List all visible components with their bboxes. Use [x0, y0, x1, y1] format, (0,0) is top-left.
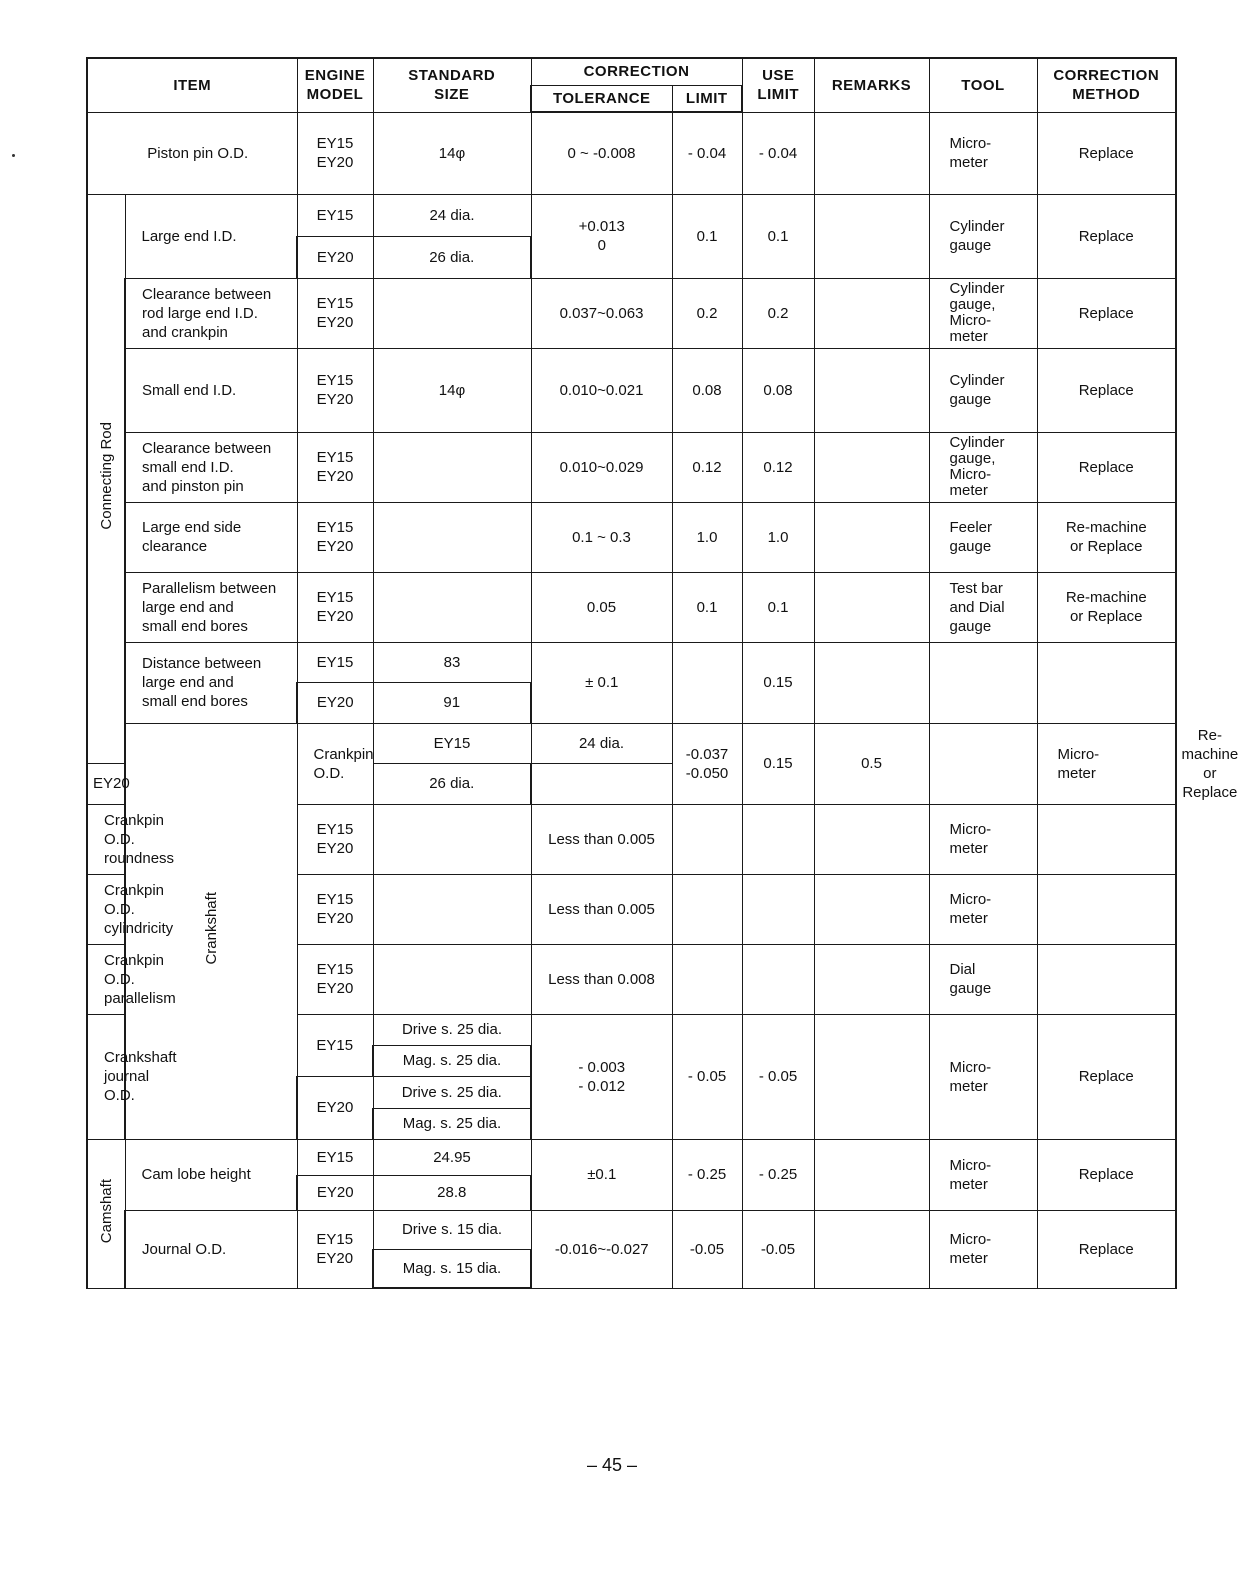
limit-cell [672, 874, 742, 944]
item-cell: Clearance between rod large end I.D. and crankpin [125, 278, 297, 348]
model-cell: EY20 [87, 763, 125, 804]
method-cell: Replace [1037, 432, 1176, 502]
tolerance-cell: 0.010~0.021 [531, 348, 672, 432]
limit-cell: 0.12 [672, 432, 742, 502]
size-cell: 28.8 [373, 1175, 531, 1210]
remarks-cell [814, 572, 929, 642]
model-cell: EY15 EY20 [297, 572, 373, 642]
model-cell: EY15 [297, 642, 373, 682]
use-limit-cell [742, 804, 814, 874]
remarks-cell [814, 642, 929, 723]
tool-cell: Cylinder gauge, Micro- meter [929, 278, 1037, 348]
model-cell: EY15 EY20 [297, 502, 373, 572]
tool-cell: Cylinder gauge [929, 194, 1037, 278]
tolerance-cell: 0 ~ -0.008 [531, 112, 672, 194]
use-limit-cell: - 0.05 [742, 1014, 814, 1139]
tool-cell: Micro- meter [929, 874, 1037, 944]
use-limit-cell: 0.2 [742, 278, 814, 348]
page-number: – 45 – [586, 1455, 638, 1475]
size-cell: 14φ [373, 112, 531, 194]
model-cell: EY15 [297, 1139, 373, 1175]
item-cell: Crankpin O.D. parallelism [87, 944, 125, 1014]
remarks-cell [814, 112, 929, 194]
size-cell [373, 804, 531, 874]
use-limit-cell: 0.15 [742, 642, 814, 723]
size-cell: 24 dia. [373, 194, 531, 236]
tool-cell: Micro- meter [929, 804, 1037, 874]
header-limit: LIMIT [672, 85, 742, 112]
tolerance-cell: ± 0.1 [531, 642, 672, 723]
item-cell: Journal O.D. [125, 1210, 297, 1288]
remarks-cell [814, 944, 929, 1014]
size-cell: 24.95 [373, 1139, 531, 1175]
tolerance-cell: 0.037~0.063 [531, 278, 672, 348]
tool-cell: Micro- meter [929, 1210, 1037, 1288]
item-cell: Crankpin O.D. roundness [87, 804, 125, 874]
limit-cell: 1.0 [672, 502, 742, 572]
size-cell: Drive s. 25 dia. [373, 1076, 531, 1108]
tolerance-cell: 0.1 ~ 0.3 [531, 502, 672, 572]
item-cell: Crankpin O.D. [297, 723, 373, 804]
table-row: Crankshaft Crankpin O.D. EY15 24 dia. -0.037 -0.050 0.15 0.5 Micro- meter Re-machine or Replace [87, 723, 1176, 763]
use-limit-cell: 0.5 [814, 723, 929, 804]
remarks-cell [814, 502, 929, 572]
size-cell: Mag. s. 25 dia. [373, 1045, 531, 1076]
tool-cell: Micro- meter [929, 112, 1037, 194]
model-cell: EY15 EY20 [297, 112, 373, 194]
size-cell: 83 [373, 642, 531, 682]
table-row [87, 502, 1176, 572]
table-row [87, 1139, 1176, 1175]
size-cell [373, 874, 531, 944]
item-cell: Clearance between small end I.D. and pinston pin [125, 432, 297, 502]
tolerance-cell: 0.010~0.029 [531, 432, 672, 502]
tool-cell: Dial gauge [929, 944, 1037, 1014]
size-cell: 26 dia. [373, 236, 531, 278]
specification-table [86, 57, 1238, 1289]
method-cell: Re-machine or Replace [1037, 572, 1176, 642]
header-remarks: REMARKS [814, 58, 929, 112]
method-cell: Replace [1037, 194, 1176, 278]
tolerance-cell: Less than 0.008 [531, 944, 672, 1014]
tool-cell: Test bar and Dial gauge [929, 572, 1037, 642]
table-row [87, 194, 1176, 236]
tolerance-cell: +0.013 0 [531, 194, 672, 278]
group-camshaft: Camshaft [87, 1139, 125, 1288]
model-cell: EY15 EY20 [297, 874, 373, 944]
header-standard-size: STANDARD SIZE [373, 58, 531, 112]
group-crankshaft: Crankshaft [125, 723, 297, 1139]
remarks-cell [814, 1210, 929, 1288]
tolerance-cell: -0.016~-0.027 [531, 1210, 672, 1288]
limit-cell: 0.1 [672, 194, 742, 278]
tool-cell: Feeler gauge [929, 502, 1037, 572]
remarks-cell [814, 278, 929, 348]
limit-cell [672, 642, 742, 723]
use-limit-cell: - 0.04 [742, 112, 814, 194]
tool-cell: Cylinder gauge [929, 348, 1037, 432]
method-cell [1037, 804, 1176, 874]
size-cell [373, 278, 531, 348]
limit-cell: - 0.04 [672, 112, 742, 194]
method-cell: Replace [1037, 1139, 1176, 1210]
header-tool: TOOL [929, 58, 1037, 112]
use-limit-cell: - 0.25 [742, 1139, 814, 1210]
item-cell: Parallelism between large end and small end bores [125, 572, 297, 642]
item-cell: Piston pin O.D. [87, 112, 297, 194]
model-cell: EY15 EY20 [297, 432, 373, 502]
remarks-cell [814, 804, 929, 874]
remarks-cell [814, 874, 929, 944]
model-cell: EY20 [297, 236, 373, 278]
use-limit-cell [742, 944, 814, 1014]
method-cell: Replace [1037, 278, 1176, 348]
group-connecting-rod: Connecting Rod [87, 194, 125, 763]
method-cell: Replace [1037, 1014, 1176, 1139]
table-row [87, 572, 1176, 642]
use-limit-cell: -0.05 [742, 1210, 814, 1288]
tool-cell: Micro- meter [1037, 723, 1176, 804]
header-item: ITEM [87, 58, 297, 112]
limit-cell: -0.05 [672, 1210, 742, 1288]
remarks-cell [814, 1014, 929, 1139]
size-cell [373, 572, 531, 642]
model-cell: EY15 EY20 [297, 1210, 373, 1288]
table-row [87, 1210, 1176, 1249]
item-cell: Large end side clearance [125, 502, 297, 572]
model-cell: EY20 [297, 1076, 373, 1139]
item-cell: Cam lobe height [125, 1139, 297, 1210]
tolerance-cell: -0.037 -0.050 [672, 723, 742, 804]
header-tolerance: TOLERANCE [531, 85, 672, 112]
size-cell: Drive s. 25 dia. [373, 1014, 531, 1045]
use-limit-cell: 0.1 [742, 194, 814, 278]
model-cell: EY15 EY20 [297, 278, 373, 348]
method-cell: Replace [1037, 1210, 1176, 1288]
method-cell: Re-machine or Replace [1037, 502, 1176, 572]
limit-cell: 0.08 [672, 348, 742, 432]
remarks-cell [814, 432, 929, 502]
limit-cell [672, 944, 742, 1014]
stray-mark [12, 154, 15, 157]
tolerance-cell: - 0.003 - 0.012 [531, 1014, 672, 1139]
model-cell: EY15 [297, 1014, 373, 1076]
table-row [87, 642, 1176, 682]
size-cell: Mag. s. 15 dia. [373, 1249, 531, 1288]
method-cell [1037, 874, 1176, 944]
limit-cell: 0.1 [672, 572, 742, 642]
tolerance-cell: 0.05 [531, 572, 672, 642]
tool-cell: Micro- meter [929, 1139, 1037, 1210]
limit-cell [672, 804, 742, 874]
method-cell: Replace [1037, 112, 1176, 194]
header-correction-method: CORRECTION METHOD [1037, 58, 1176, 112]
limit-cell: - 0.25 [672, 1139, 742, 1210]
model-cell: EY15 EY20 [297, 944, 373, 1014]
header-use-limit: USE LIMIT [742, 58, 814, 112]
use-limit-cell [742, 874, 814, 944]
size-cell: Mag. s. 25 dia. [373, 1108, 531, 1139]
size-cell: 24 dia. [531, 723, 672, 763]
model-cell: EY15 [297, 194, 373, 236]
use-limit-cell: 0.12 [742, 432, 814, 502]
model-cell: EY15 EY20 [297, 804, 373, 874]
size-cell [373, 944, 531, 1014]
size-cell: 14φ [373, 348, 531, 432]
header-correction: CORRECTION [531, 58, 742, 85]
remarks-cell [814, 194, 929, 278]
table-row [87, 112, 1176, 194]
use-limit-cell: 0.1 [742, 572, 814, 642]
model-cell: EY20 [297, 682, 373, 723]
tool-cell [929, 642, 1037, 723]
size-cell: Drive s. 15 dia. [373, 1210, 531, 1249]
use-limit-cell: 0.08 [742, 348, 814, 432]
table-row [87, 432, 1176, 502]
method-cell [1037, 944, 1176, 1014]
model-cell: EY15 EY20 [297, 348, 373, 432]
model-cell: EY20 [297, 1175, 373, 1210]
tool-cell: Micro- meter [929, 1014, 1037, 1139]
limit-cell: - 0.05 [672, 1014, 742, 1139]
size-cell: 26 dia. [373, 763, 531, 804]
remarks-cell [929, 723, 1037, 804]
method-cell [1037, 642, 1176, 723]
use-limit-cell: 1.0 [742, 502, 814, 572]
table-row [87, 348, 1176, 432]
remarks-cell [814, 1139, 929, 1210]
tolerance-cell: ±0.1 [531, 1139, 672, 1210]
tolerance-cell: Less than 0.005 [531, 804, 672, 874]
item-cell: Distance between large end and small end bores [125, 642, 297, 723]
limit-cell: 0.2 [672, 278, 742, 348]
remarks-cell [814, 348, 929, 432]
item-cell: Large end I.D. [125, 194, 297, 278]
item-cell: Crankpin O.D. cylindricity [87, 874, 125, 944]
table-row [87, 278, 1176, 348]
model-cell: EY15 [373, 723, 531, 763]
limit-cell: 0.15 [742, 723, 814, 804]
tolerance-cell: Less than 0.005 [531, 874, 672, 944]
item-cell: Small end I.D. [125, 348, 297, 432]
method-cell: Replace [1037, 348, 1176, 432]
size-cell [373, 432, 531, 502]
item-cell: Crankshaft journal O.D. [87, 1014, 125, 1139]
size-cell: 91 [373, 682, 531, 723]
tool-cell: Cylinder gauge, Micro- meter [929, 432, 1037, 502]
size-cell [373, 502, 531, 572]
header-engine-model: ENGINE MODEL [297, 58, 373, 112]
